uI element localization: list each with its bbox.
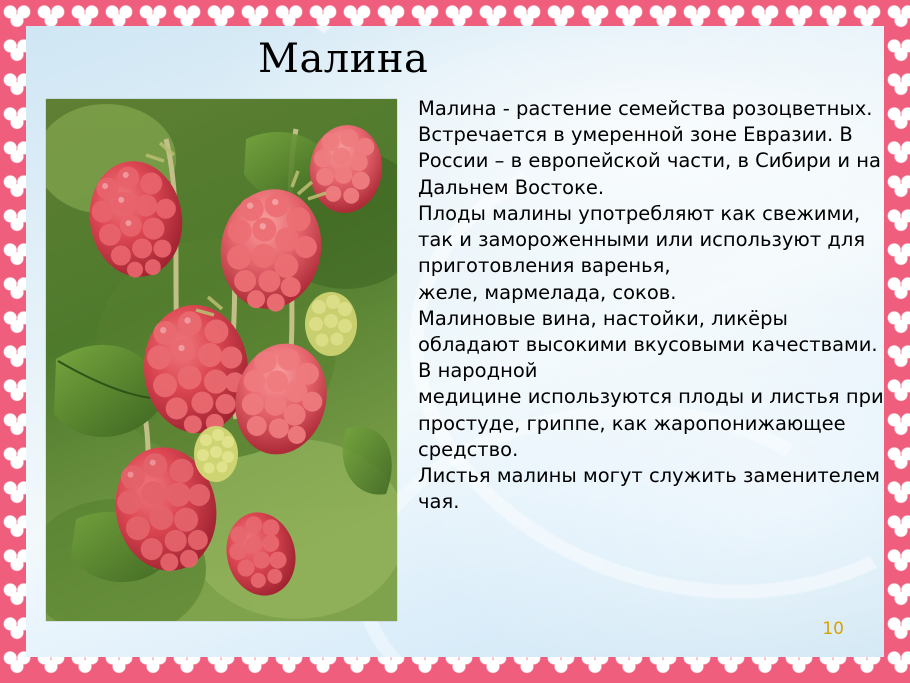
body-paragraph: обладают высокими вкусовыми качествами. [418, 332, 878, 356]
body-paragraph: В народной [418, 359, 538, 383]
slide-content-area [26, 26, 884, 657]
body-paragraph: Листья малины могут служить заменителем чая. [418, 464, 880, 514]
body-paragraph: желе, мармелада, соков. [418, 280, 677, 304]
body-text [418, 96, 884, 516]
raspberry-photo [46, 99, 397, 621]
body-paragraph: медицине используются плоды и листья при простуде, гриппе, как жаропонижающее средство. [418, 385, 884, 461]
slide-number: 10 [822, 619, 844, 639]
body-paragraph: Плоды малины употребляют как свежими, так и замороженными или используют для [418, 201, 866, 252]
body-paragraph: Малиновые вина, настойки, ликёры [418, 306, 788, 330]
raspberry-photo-illustration [46, 99, 397, 621]
page-title: Малина [258, 36, 429, 82]
body-paragraph: Малина - растение семейства розоцветных. Встречается в умеренной зоне Евразии. В России – в европейской части, в Сибири и на Дальнем Востоке. [418, 97, 881, 199]
body-paragraph: приготовления варенья, [418, 254, 671, 278]
